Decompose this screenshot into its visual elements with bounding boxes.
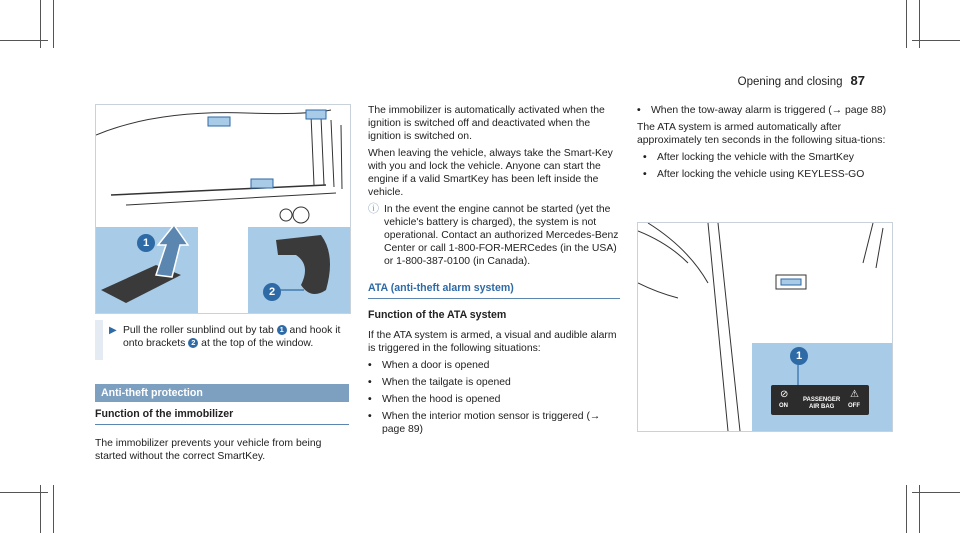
crop-mark [906, 0, 907, 48]
list-item-text: When the tow-away alarm is triggered (→ page 88) [651, 105, 887, 116]
crop-mark [912, 492, 960, 493]
airbag-on-label: ON [779, 403, 788, 409]
ata-function-heading: Function of the ATA system [368, 309, 507, 321]
airbag-off-label: OFF [848, 403, 860, 409]
list-item: • When the tailgate is opened [368, 377, 511, 388]
passenger-label: PASSENGER [803, 397, 841, 403]
ata-heading: ATA (anti-theft alarm system) [368, 282, 620, 299]
crop-mark [53, 0, 54, 48]
crop-mark [912, 40, 960, 41]
crop-mark [0, 40, 48, 41]
right-column [637, 104, 891, 185]
page-number: 87 [850, 73, 865, 88]
list-item: • When the tow-away alarm is triggered (→ page 88) [637, 105, 887, 116]
ref-badge-1: 1 [277, 325, 287, 335]
ata-armed-text: The ATA system is armed automatically after approximately ten seconds in the following situa-tions: [637, 122, 886, 146]
seat-airbag-icon: ⚠ [850, 389, 859, 400]
airbag-indicator-figure [637, 222, 893, 432]
list-item-text: After locking the vehicle with the SmartKey [657, 152, 854, 163]
note-text: In the event the engine cannot be started (yet the vehicle's battery is charged), the system is not operational. Contact an authorized Mercedes-Benz Center or call 1-800-FOR-MERCedes (in the USA) or 1-800-387-0100 (in Canada). [384, 204, 619, 267]
crop-mark [53, 485, 54, 533]
list-item-text: When a door is opened [382, 360, 490, 371]
middle-column [368, 104, 620, 440]
info-icon: ⓘ [368, 203, 379, 215]
play-arrow-icon: ▶ [109, 325, 117, 336]
ata-intro-text: If the ATA system is armed, a visual and audible alarm is triggered in the following situations: [368, 330, 617, 354]
list-item: • After locking the vehicle with the SmartKey [643, 152, 854, 163]
instruction-part: Pull the roller sunblind out by tab [123, 325, 274, 336]
instruction-text [123, 320, 349, 360]
immobilizer-activation-text: The immobilizer is automatically activated when the ignition is switched off and deactivated when the ignition is switched on. [368, 105, 605, 142]
crop-mark [906, 485, 907, 533]
sunblind-illustration [96, 105, 350, 313]
ref-badge-2: 2 [188, 338, 198, 348]
list-item-text: After locking the vehicle using KEYLESS-GO [657, 169, 865, 180]
immobilizer-body: The immobilizer prevents your vehicle from being started without the correct SmartKey. [95, 438, 322, 462]
list-item-text: When the tailgate is opened [382, 377, 511, 388]
list-item: • When the hood is opened [368, 394, 501, 405]
list-item: • When the interior motion sensor is triggered (→ page 89) [368, 410, 620, 436]
instruction-bar [95, 320, 103, 360]
list-item: • After locking the vehicle using KEYLESS-GO [643, 169, 865, 180]
instruction-part: and hook it onto brackets [123, 325, 341, 349]
crop-mark [0, 492, 48, 493]
callout-1: 1 [790, 347, 808, 365]
airbag-off-icon: ⊘ [780, 389, 789, 400]
page-header [738, 73, 865, 88]
leaving-vehicle-text: When leaving the vehicle, always take the Smart-Key with you and lock the vehicle. Anyone can start the engine if a valid SmartKey has been left inside the vehicle. [368, 148, 613, 198]
instruction-step [95, 320, 349, 360]
airbag-label: AIR BAG [809, 404, 835, 410]
immobilizer-heading: Function of the immobilizer [95, 408, 349, 425]
note-block [368, 203, 620, 268]
immobilizer-block [95, 408, 349, 467]
list-item: • When a door is opened [368, 360, 490, 371]
list-item-text: When the hood is opened [382, 394, 501, 405]
list-item-text: When the interior motion sensor is triggered (→ page 89) [382, 411, 601, 435]
callout-2: 2 [263, 283, 281, 301]
header-title: Opening and closing [737, 76, 843, 88]
sunblind-figure [95, 104, 351, 314]
instruction-part: at the top of the window. [201, 338, 314, 349]
section-anti-theft: Anti-theft protection [95, 384, 349, 402]
callout-1: 1 [137, 234, 155, 252]
